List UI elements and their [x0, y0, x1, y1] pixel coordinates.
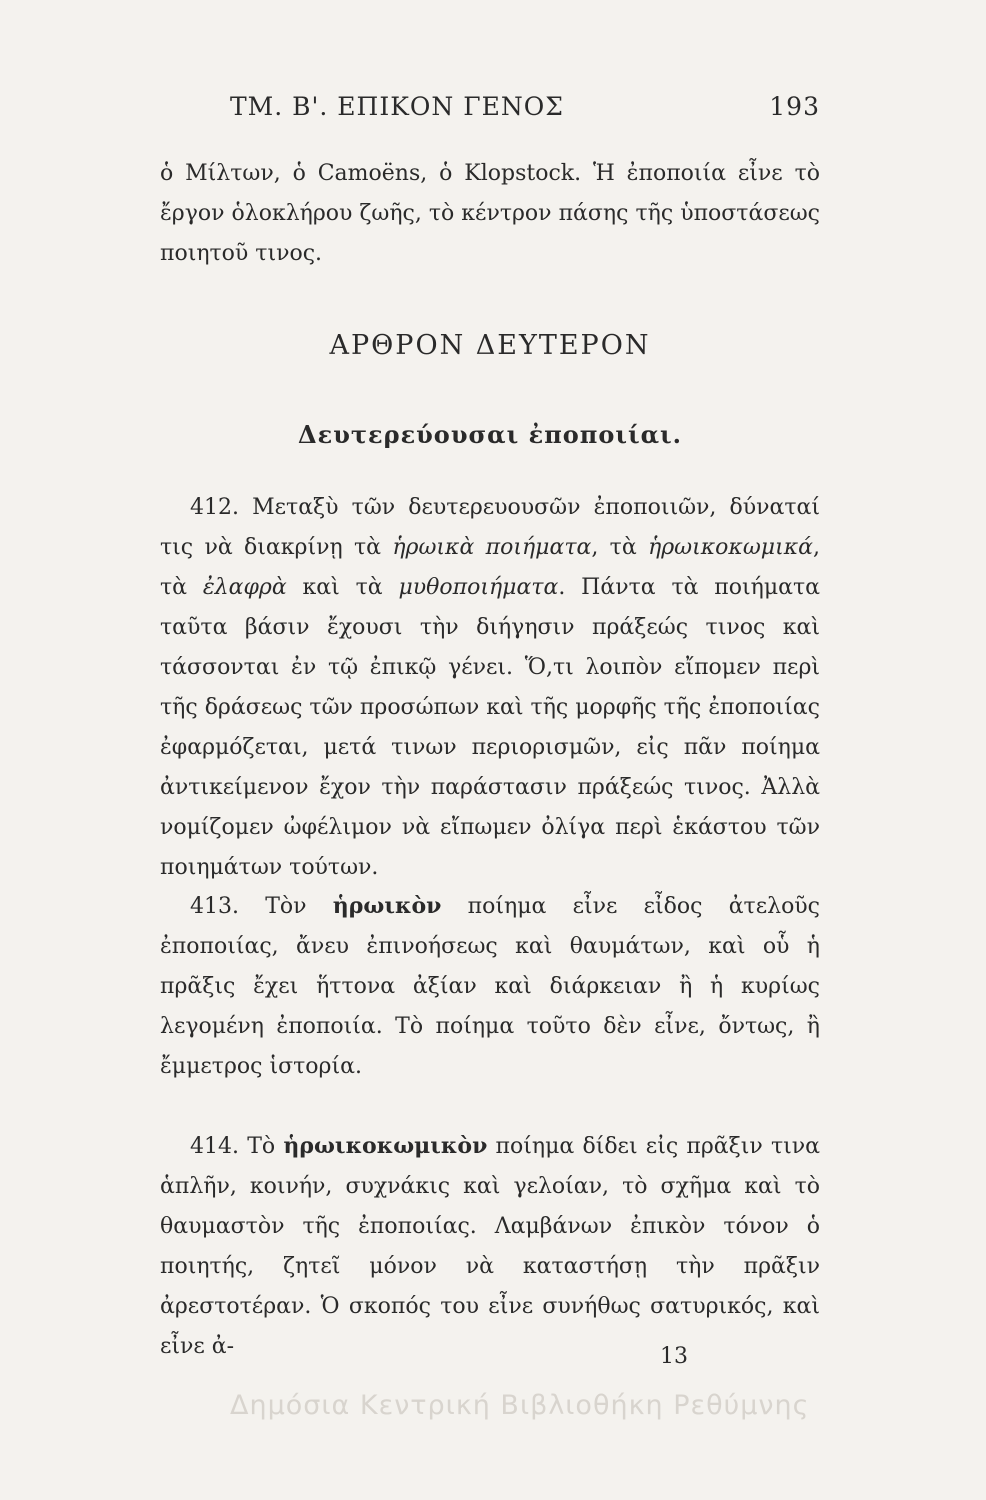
section-subtitle: Δευτερεύουσαι ἐποποιίαι. — [298, 420, 682, 449]
running-header — [190, 92, 820, 126]
paragraph-414-text — [160, 1126, 820, 1367]
paragraph-413-text — [160, 886, 820, 1087]
term-heroic: ἡρωικὸν — [332, 893, 442, 919]
intro-paragraph — [160, 154, 820, 274]
paragraph-412 — [160, 488, 820, 888]
paragraph-lead: Τὸ — [247, 1134, 284, 1159]
paragraph-414 — [160, 1126, 820, 1367]
separator: , τὰ — [591, 535, 649, 560]
paragraph-text: Μεταξὺ τῶν δευτερευουσῶν ἐποποιιῶν, δύναταί τις νὰ διακρίνῃ τὰ — [160, 495, 820, 560]
page-number: 193 — [769, 92, 820, 121]
article-title: ΑΡΘΡΟΝ ΔΕΥΤΕΡΟΝ — [329, 330, 651, 361]
term-fables: μυθοποιήματα — [398, 575, 559, 600]
library-watermark: Δημόσια Κεντρική Βιβλιοθήκη Ρεθύμνης — [230, 1390, 810, 1421]
paragraph-413 — [160, 886, 820, 1087]
term-mock-heroic: ἡρωικοκωμικά — [648, 535, 813, 560]
paragraph-number: 413. — [190, 894, 239, 919]
term-light: ἐλαφρὰ — [202, 575, 287, 600]
term-mock-heroic-bold: ἡρωικοκωμικὸν — [283, 1133, 488, 1159]
signature-mark: 13 — [660, 1344, 688, 1369]
separator: , τὰ — [160, 535, 820, 600]
paragraph-lead: Τὸν — [265, 894, 333, 919]
term-heroic-poems: ἡρωικὰ ποιήματα — [392, 535, 592, 560]
paragraph-number: 414. — [190, 1134, 239, 1159]
running-title: ΤΜ. Β'. ΕΠΙΚΟΝ ΓΕΝΟΣ — [230, 92, 564, 121]
paragraph-text: ποίημα δίδει εἰς πρᾶξιν τινα ἁπλῆν, κοινήν, συχνάκις καὶ γελοίαν, τὸ σχῆμα καὶ τὸ θαυμαστὸν τῆς ἐποποιίας. Λαμβάνων ἐπικὸν τόνον ὁ ποιητής, ζητεῖ μόνον νὰ καταστήσῃ τὴν πρᾶξιν ἀρεστοτέραν. Ὁ σκοπός του εἶνε συνήθως σατυρικός, καὶ εἶνε ἀ- — [160, 1134, 820, 1359]
paragraph-text: ποίημα εἶνε εἶδος ἀτελοῦς ἐποποιίας, ἄνευ ἐπινοήσεως καὶ θαυμάτων, καὶ οὗ ἡ πρᾶξις ἔχει ἥττονα ἀξίαν καὶ διάρκειαν ἢ ἡ κυρίως λεγομένη ἐποποιία. Τὸ ποίημα τοῦτο δὲν εἶνε, ὄντως, ἢ ἔμμετρος ἱστορία. — [160, 894, 821, 1079]
paragraph-number: 412. — [190, 495, 239, 520]
separator: καὶ τὰ — [286, 575, 399, 600]
paragraph-412-text — [160, 488, 820, 888]
intro-text: ὁ Μίλτων, ὁ Camoëns, ὁ Klopstock. Ἡ ἐποποιία εἶνε τὸ ἔργον ὁλοκλήρου ζωῆς, τὸ κέντρον πάσης τῆς ὑποστάσεως ποιητοῦ τινος. — [160, 161, 820, 266]
paragraph-text: . Πάντα τὰ ποιήματα ταῦτα βάσιν ἔχουσι τὴν διήγησιν πράξεώς τινος καὶ τάσσονται ἐν τῷ ἐπικῷ γένει. Ὅ,τι λοιπὸν εἴπομεν περὶ τῆς δράσεως τῶν προσώπων καὶ τῆς μορφῆς τῆς ἐποποιίας ἐφαρμόζεται, μετά τινων περιορισμῶν, εἰς πᾶν ποίημα ἀντικείμενον ἔχον τὴν παράστασιν πράξεώς τινος. Ἀλλὰ νομίζομεν ὠφέλιμον νὰ εἴπωμεν ὀλίγα περὶ ἑκάστου τῶν ποιημάτων τούτων. — [160, 575, 820, 880]
